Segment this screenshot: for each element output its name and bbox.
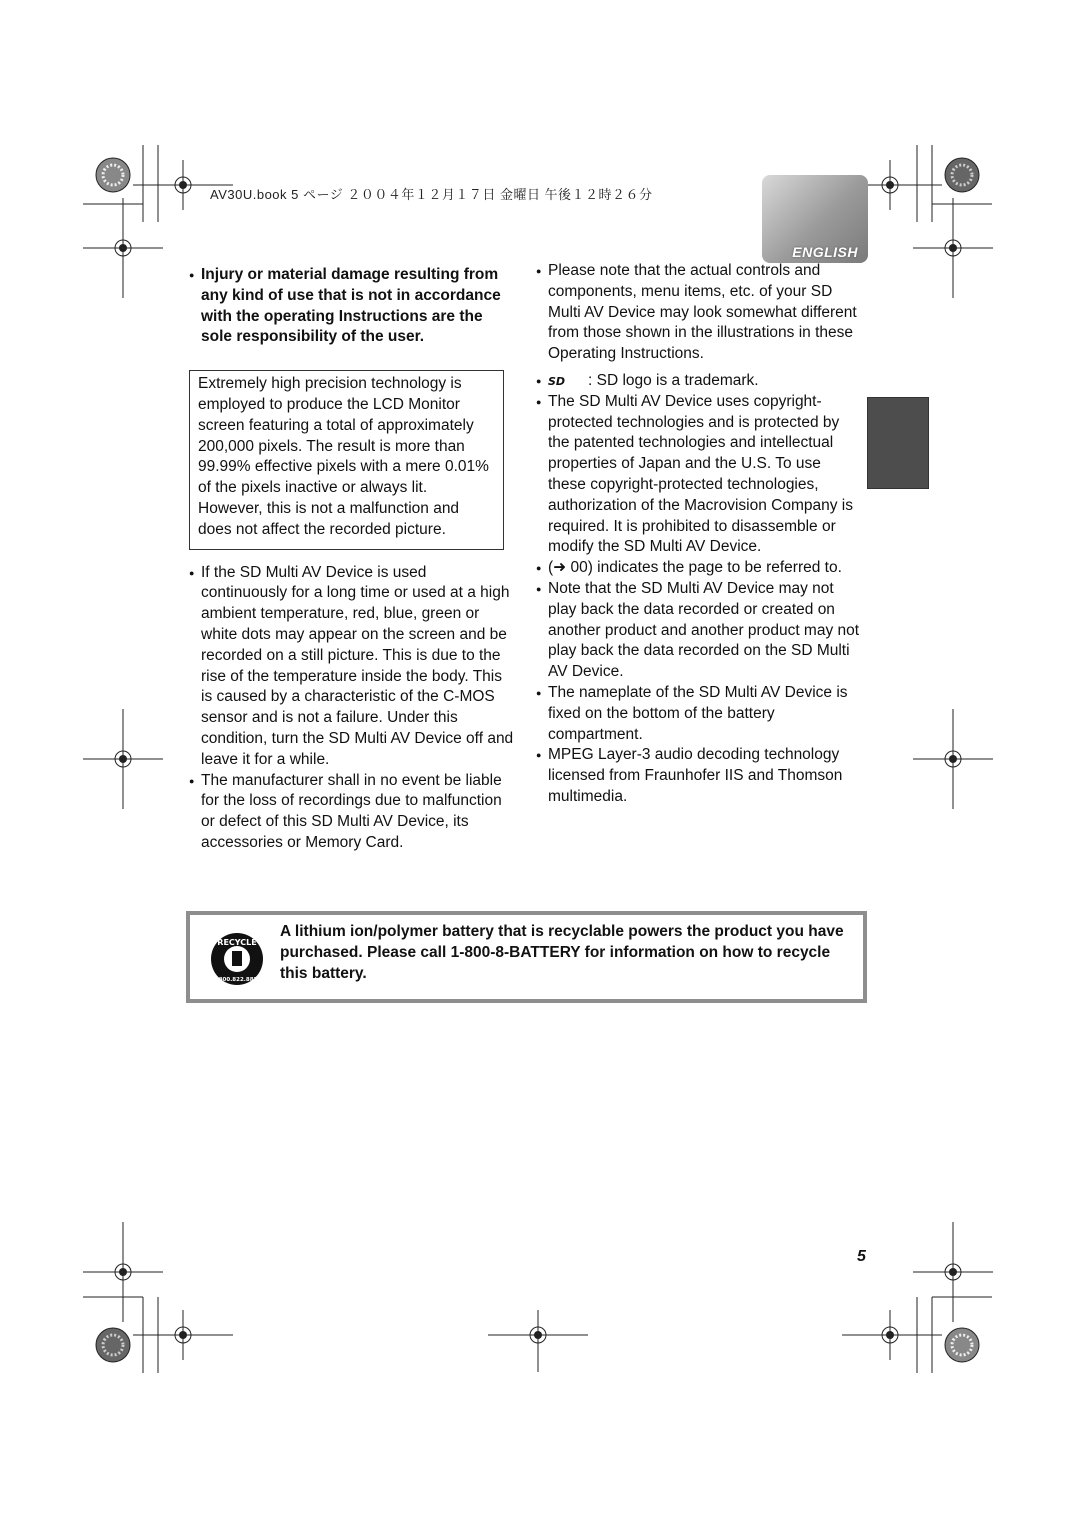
right-column — [536, 261, 861, 808]
file-header-line: AV30U.book 5 ページ ２００４年１２月１７日 金曜日 午後１２時２６分 — [210, 187, 653, 202]
sd-logo-icon — [548, 375, 578, 387]
list-item: ● If the SD Multi AV Device is used continuously for a long time or used at a high ambient temperature, red, blue, green or white dots may appear on the screen and be recorded on a still picture. This is due to the rise of the temperature inside the body. This is caused by a characteristic of the C-MOS sensor and is not a failure. Under this condition, turn the SD Multi AV Device off and leave it for a while. — [189, 563, 514, 771]
language-tab-label: ENGLISH — [792, 244, 858, 260]
language-tab — [762, 175, 868, 263]
battery-recycle-notice — [186, 911, 867, 1003]
list-item: ● The nameplate of the SD Multi AV Device is fixed on the bottom of the battery compartment. — [536, 683, 861, 745]
recycle-logo-bottom: 1.800.822.8837 — [212, 977, 262, 983]
lcd-precision-box: Extremely high precision technology is employed to produce the LCD Monitor screen featuring a total of approximately 200,000 pixels. The result is more than 99.99% effective pixels with a mere 0.01% of the pixels inactive or always lit. However, this is not a malfunction and does not affect the recorded picture. — [189, 370, 504, 549]
recycle-notice-text: A lithium ion/polymer battery that is recyclable powers the product you have purchased. Please call 1-800-8-BATTERY for information on how to recycle this battery. — [280, 923, 844, 982]
section-side-tab — [867, 397, 929, 489]
list-item: ● The SD Multi AV Device uses copyright-protected technologies and is protected by the patented technologies and intellectual properties of Japan and the U.S. To use these copyright-protected technologies, authorization of the Macrovision Company is required. It is prohibited to disassemble or modify the SD Multi AV Device. — [536, 392, 861, 558]
list-item: ● Please note that the actual controls and components, menu items, etc. of your SD Multi AV Device may look somewhat different from those shown in the illustrations in these Operating Instructions. — [536, 261, 861, 365]
recycle-logo-top: RECYCLE — [217, 938, 257, 947]
list-item: ● Note that the SD Multi AV Device may not play back the data recorded or created on another product and another product may not play back the data recorded on the SD Multi AV Device. — [536, 579, 861, 683]
responsibility-notice: ● Injury or material damage resulting from any kind of use that is not in accordance with the operating Instructions are the sole responsibility of the user. — [189, 265, 514, 348]
sd-logo-text: ● SD — [548, 374, 566, 387]
recycle-seal-icon — [210, 932, 264, 986]
list-item: ● The manufacturer shall in no event be liable for the loss of recordings due to malfunction or defect of this SD Multi AV Device, its accessories or Memory Card. — [189, 771, 514, 854]
sd-logo-item — [536, 371, 861, 392]
left-column — [189, 265, 514, 854]
page-number: 5 — [857, 1248, 866, 1265]
sd-logo-caption: : SD logo is a trademark. — [588, 371, 759, 389]
list-item: ● MPEG Layer-3 audio decoding technology licensed from Fraunhofer IIS and Thomson multimedia. — [536, 745, 861, 807]
list-item: ● (➜ 00) indicates the page to be referred to. — [536, 558, 861, 579]
